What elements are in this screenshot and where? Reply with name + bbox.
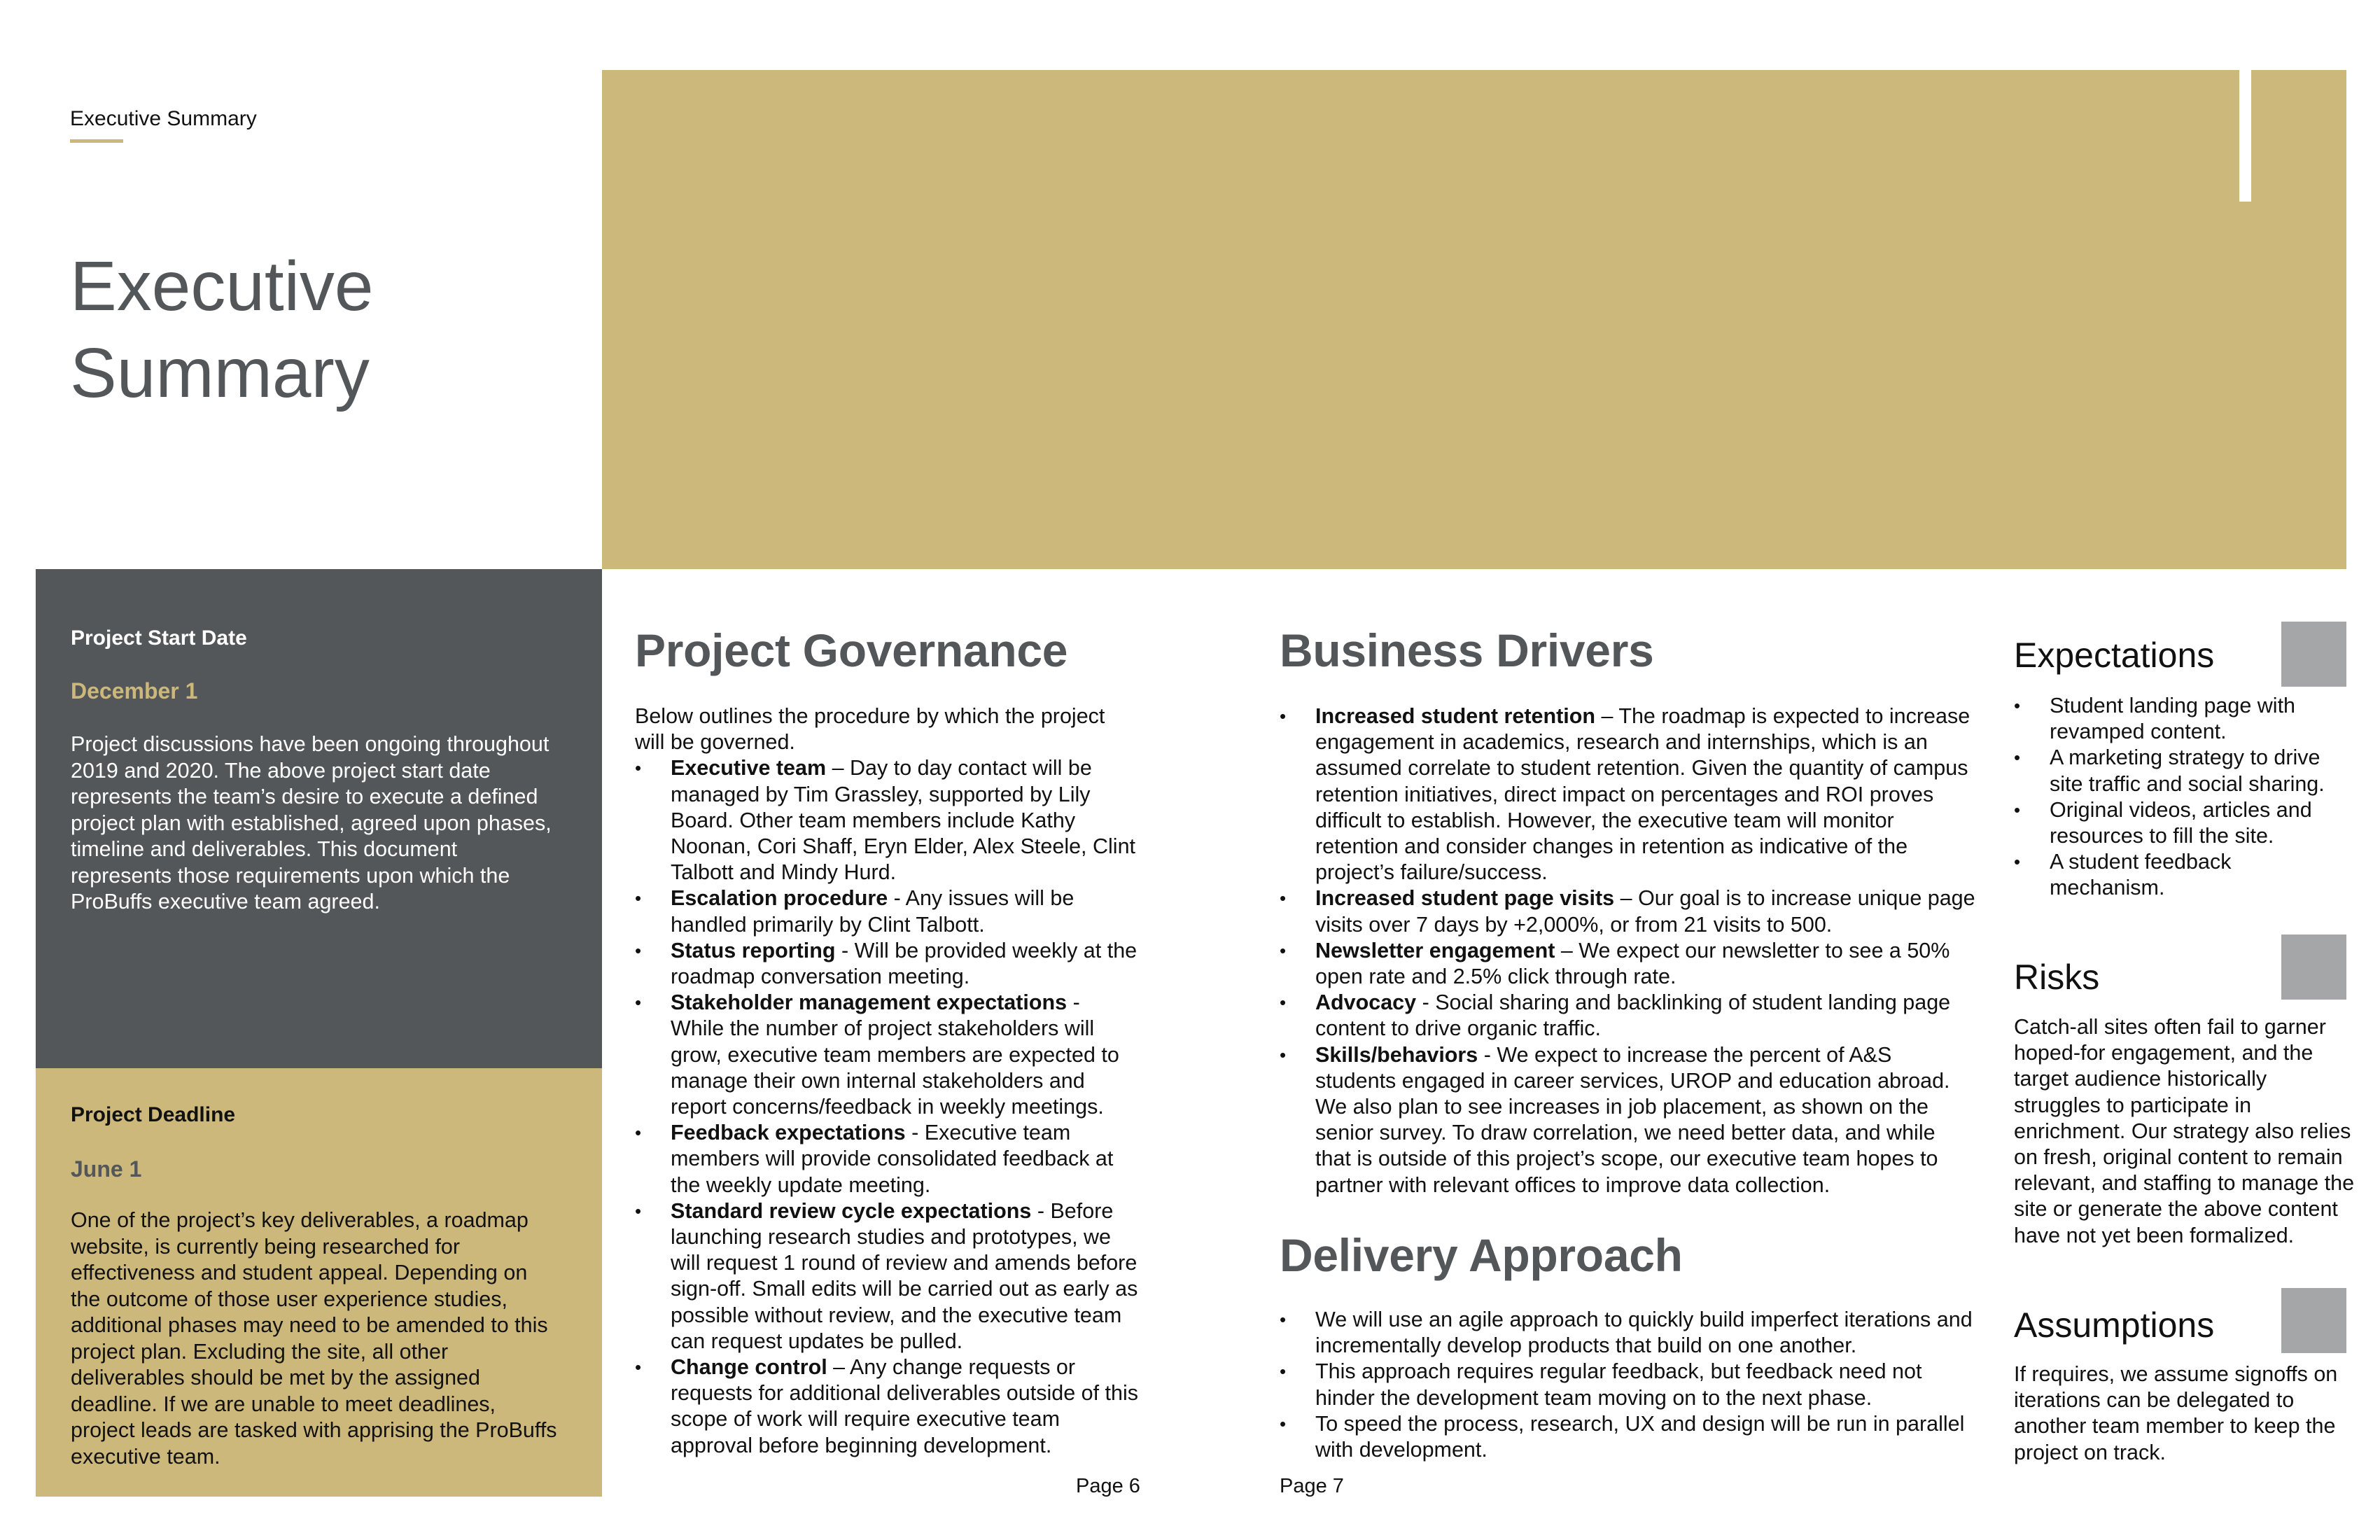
drivers-body — [1280, 704, 1976, 1198]
expectation-item: • Student landing page with revamped content. — [2014, 693, 2350, 745]
driver-item — [1280, 1042, 1976, 1198]
governance-item-text: - While the number of project stakeholders will grow, executive team members are expected to manage their own internal stakeholders and report concerns/feedback in weekly meetings. — [671, 990, 1119, 1119]
governance-item — [635, 755, 1139, 886]
driver-item-term: Increased student retention — [1315, 704, 1595, 728]
governance-item-text: - Executive team members will provide consolidated feedback at the weekly update meeting. — [671, 1121, 1114, 1197]
page-title — [70, 243, 374, 416]
banner-notch — [2239, 70, 2251, 202]
driver-item-term: Newsletter engagement — [1315, 938, 1555, 962]
risks-square — [2281, 934, 2346, 1000]
governance-title: Project Governance — [635, 624, 1068, 676]
governance-item-text: – Any change requests or requests for additional deliverables outside of this scope of work will require executive team approval before beginning development. — [671, 1355, 1139, 1457]
driver-item-term: Increased student page visits — [1315, 886, 1615, 911]
expectation-item: • A marketing strategy to drive site traffic and social sharing. — [2014, 745, 2350, 797]
start-date-heading: Project Start Date — [71, 626, 247, 650]
expectation-item: • Original videos, articles and resources to fill the site. — [2014, 797, 2350, 849]
expectations-body — [2014, 693, 2350, 902]
start-date-value: December 1 — [71, 678, 198, 704]
assumptions-text: If requires, we assume signoffs on iterations can be delegated to another team member to keep the project on track. — [2014, 1362, 2338, 1464]
governance-item-term: Stakeholder management expectations — [671, 990, 1068, 1015]
assumptions-title: Assumptions — [2014, 1306, 2215, 1345]
driver-item — [1280, 990, 1976, 1042]
governance-item-term: Status reporting — [671, 938, 836, 962]
governance-item — [635, 938, 1139, 990]
governance-item — [635, 1354, 1139, 1459]
governance-item-term: Standard review cycle expectations — [671, 1198, 1032, 1223]
start-date-text: Project discussions have been ongoing throughout 2019 and 2020. The above project start date represents the team’s desire to execute a defined project plan with established, agreed upon phases, timeline and deliverables. This document represents those requirements upon which the ProBuffs executive team agreed. — [71, 732, 552, 913]
drivers-title: Business Drivers — [1280, 624, 1654, 676]
driver-item — [1280, 886, 1976, 937]
governance-intro: Below outlines the procedure by which the project will be governed. — [635, 704, 1105, 755]
page-number-left: Page 6 — [1076, 1475, 1140, 1497]
governance-item-term: Escalation procedure — [671, 886, 888, 911]
governance-item — [635, 1198, 1139, 1354]
driver-item-term: Advocacy — [1315, 990, 1417, 1015]
section-label: Executive Summary — [70, 107, 257, 130]
governance-item-term: Executive team — [671, 756, 827, 780]
delivery-item: • To speed the process, research, UX and design will be run in parallel with development. — [1280, 1411, 1976, 1463]
governance-item-text: – Day to day contact will be managed by Tim Grassley, supported by Lily Board. Other team members include Kathy Noonan, Cori Shaff, Eryn Elder, Alex Steele, Clint Talbott and Mindy Hurd. — [671, 756, 1136, 885]
governance-item-text: - Will be provided weekly at the roadmap conversation meeting. — [671, 938, 1138, 989]
governance-item — [635, 1120, 1139, 1198]
page-number-right: Page 7 — [1280, 1475, 1344, 1497]
driver-item-text: - Social sharing and backlinking of student landing page content to drive organic traffic. — [1315, 990, 1951, 1041]
delivery-item: • We will use an agile approach to quickly build imperfect iterations and incrementally develop products that build on one another. — [1280, 1307, 1976, 1359]
delivery-item: • This approach requires regular feedback, but feedback need not hinder the development team moving on to the next phase. — [1280, 1359, 1976, 1410]
delivery-list — [1280, 1307, 1976, 1463]
driver-item-text: - We expect to increase the percent of A&S students engaged in career services, UROP and education abroad. We also plan to see increases in job placement, as shown on the senior survey. To draw correlation, we need better data, and while that is outside of this project’s scope, our executive team hopes to partner with relevant offices to improve data collection. — [1315, 1042, 1950, 1197]
drivers-list — [1280, 704, 1976, 1198]
driver-item — [1280, 938, 1976, 990]
expectations-square — [2281, 622, 2346, 687]
deadline-panel — [36, 1068, 602, 1497]
governance-item — [635, 990, 1139, 1120]
header-banner — [602, 70, 2346, 569]
delivery-body — [1280, 1307, 1976, 1463]
deadline-value: June 1 — [71, 1156, 142, 1182]
driver-item-term: Skills/behaviors — [1315, 1042, 1478, 1067]
risks-text: Catch-all sites often fail to garner hoped-for engagement, and the target audience historically struggles to participate in enrichment. Our strategy also relies on fresh, original content to remain relevant, and staffing to manage the site or generate the above content have not yet been formalized. — [2014, 1015, 2355, 1247]
start-date-panel — [36, 569, 602, 1068]
governance-item-term: Change control — [671, 1355, 827, 1380]
expectations-list — [2014, 693, 2350, 902]
page-title-line2: Summary — [70, 334, 370, 412]
driver-item — [1280, 704, 1976, 886]
governance-item-text: - Any issues will be handled primarily by Clint Talbott. — [671, 886, 1074, 937]
page-title-line1: Executive — [70, 247, 374, 326]
governance-item — [635, 886, 1139, 937]
expectation-item: • A student feedback mechanism. — [2014, 849, 2350, 901]
driver-item-text: – The roadmap is expected to increase engagement in academics, research and internships, which is an assumed correlate to student retention. Given the quantity of campus retention initiatives, direct impact on percentages and ROI proves difficult to establish. However, the executive team will monitor retention and consider changes in retention as indicative of the project’s failure/success. — [1315, 704, 1970, 885]
section-underline — [70, 139, 123, 143]
risks-title: Risks — [2014, 958, 2100, 997]
delivery-title: Delivery Approach — [1280, 1229, 1683, 1281]
deadline-text: One of the project’s key deliverables, a roadmap website, is currently being researched for effectiveness and student appeal. Depending on the outcome of those user experience studies, additional phases may need to be amended to this project plan. Excluding the site, all other deliverables should be met by the assigned deadline. If we are unable to meet deadlines, project leads are tasked with apprising the ProBuffs executive team. — [71, 1208, 557, 1469]
assumptions-square — [2281, 1288, 2346, 1353]
driver-item-text: – We expect our newsletter to see a 50% open rate and 2.5% click through rate. — [1315, 938, 1950, 989]
governance-item-term: Feedback expectations — [671, 1121, 906, 1145]
deadline-heading: Project Deadline — [71, 1103, 236, 1126]
governance-list — [635, 755, 1139, 1458]
expectations-title: Expectations — [2014, 636, 2215, 675]
governance-body — [635, 704, 1139, 1459]
governance-item-text: - Before launching research studies and prototypes, we will request 1 round of review and amends before sign-off. Small edits will be carried out as early as possible without review, and the executive team can request updates be pulled. — [671, 1198, 1138, 1353]
driver-item-text: – Our goal is to increase unique page visits over 7 days by +2,000%, or from 21 visits to 500. — [1315, 886, 1975, 937]
